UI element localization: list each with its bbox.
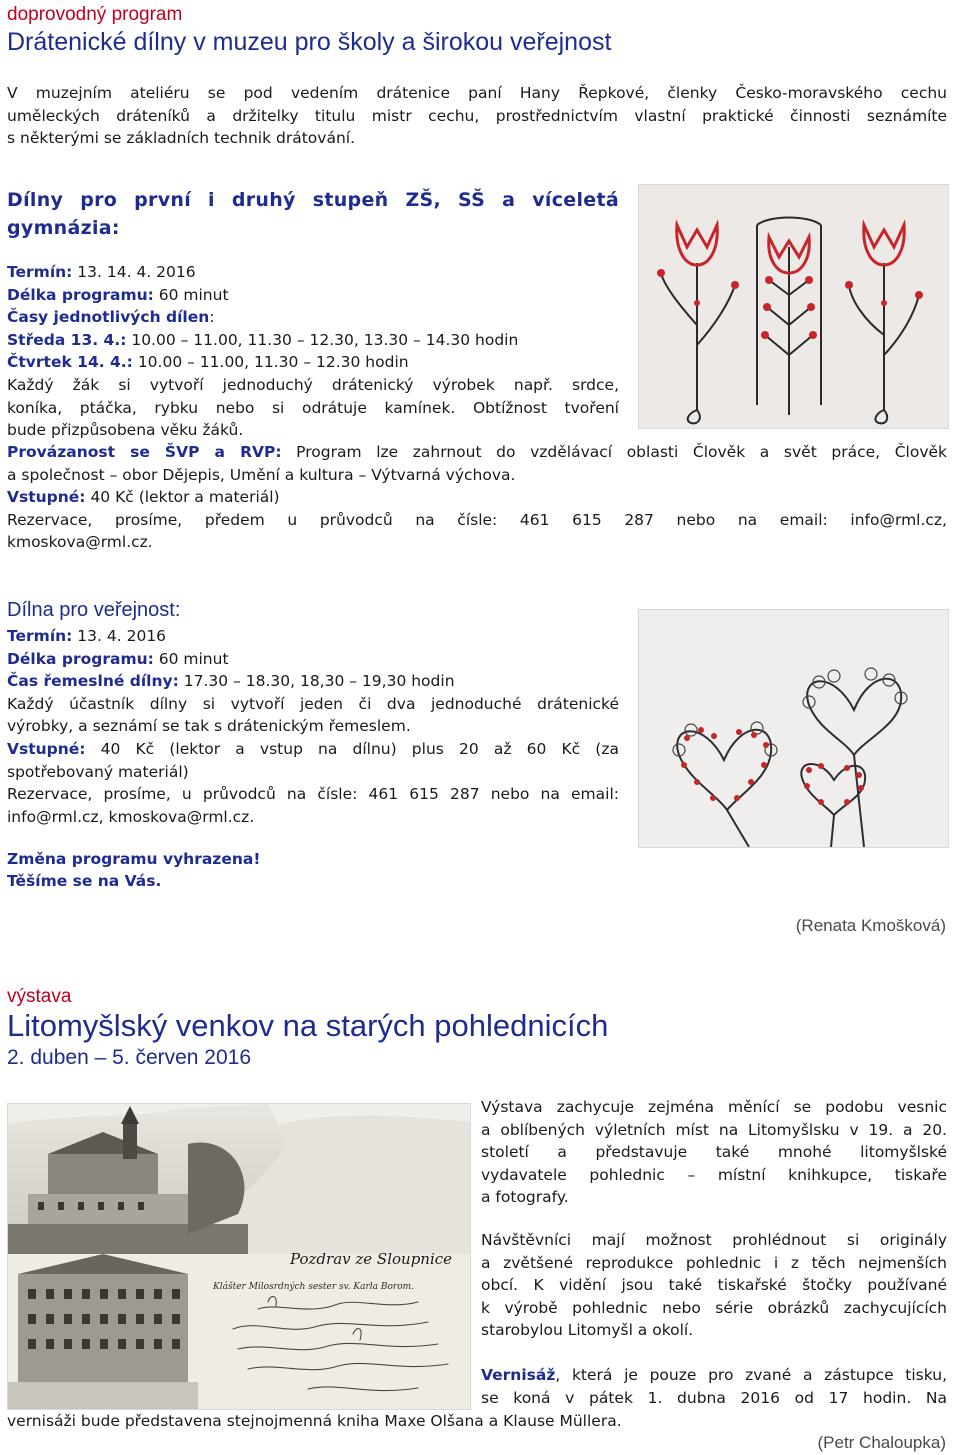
exhibition-visitors-paragraph: Návštěvníci mají možnost prohlédnout si originály a zvětšené reprodukce pohlednic i z těch nejmenších obcí. K vidění jsou také tiskařské štočky používané k výrobě pohlednic nebo série obrázků zachycujících starobylou Litomyšl a okolí. — [481, 1231, 947, 1340]
vintage-postcard-image — [7, 1103, 471, 1410]
closing-notes — [7, 848, 260, 892]
vernissage-book-line: vernisáži bude představena stejnojmenná kniha Maxe Olšana a Klause Müllera. — [7, 1412, 622, 1430]
exhibition-dates: 2. duben – 5. červen 2016 — [7, 1046, 252, 1069]
postcard-caption: Klášter Milosrdných sester sv. Karla Borom. — [213, 1282, 415, 1292]
reservation-text: Rezervace, prosíme, předem u průvodců na čísle: 461 615 287 nebo na email: info@rml.cz, — [7, 510, 947, 529]
program-change-note: Změna programu vyhrazena! — [7, 850, 261, 868]
wire-tulips-photo — [638, 184, 949, 429]
section-label-exhibition: výstava — [7, 986, 72, 1007]
curriculum-paragraph: Provázanost se ŠVP a RVP: Program lze zahrnout do vzdělávací oblasti Člověk a svět práce, Člověk a společnost – obor Dějepis, Umění a kultura – Výtvarná výchova. Vstupné: 40 Kč (lektor a materiál) Rezervace, prosíme, předem u průvodců na čísle: 461 615 287 nebo na email: info@rml.cz, kmoskova@rml.cz. — [7, 443, 947, 552]
exhibition-description: Výstava zachycuje zejména měnící se podobu vesnic a oblíbených výletních míst na Litomyšlsku v 19. a 20. století a představuje také mnohé litomyšlské vydavatele pohlednic – místní knihkupce, tiskaře a fotografy. — [481, 1098, 947, 1207]
author-credit-renata: (Renata Kmošková) — [795, 916, 946, 935]
workshop-title: Drátenické dílny v muzeu pro školy a širokou veřejnost — [7, 28, 612, 56]
intro-paragraph: V muzejním ateliéru se pod vedením drátenice paní Hany Řepkové, členky Česko-moravského cechu uměleckých dráteníků a držitelky titulu mistr cechu, prostřednictvím vlastní praktické činnosti seznámíte s některými se základních technik drátování. — [7, 84, 947, 148]
postcard-greeting: Pozdrav ze Sloupnice — [290, 1250, 453, 1268]
schools-details: Termín: 13. 14. 4. 2016 Délka programu: 60 minut Časy jednotlivých dílen: Středa 13. 4.: 10.00 – 11.00, 11.30 – 12.30, 13.30 – 14.30 hodin Čtvrtek 14. 4.: 10.00 – 11.00, 11.30 – 12.30 hodin Každý žák si vytvoří jednoduchý drátenický výrobek např. srdce, koníka, ptáčka, rybku nebo si odrátuje kamínek. Obtížnost tvoření bude přizpůsobena věku žáků. — [7, 263, 619, 440]
termin-value: 13. 14. 4. 2016 — [72, 263, 196, 281]
schools-heading: Dílny pro první i druhý stupeň ZŠ, SŠ a víceletá gymnázia: — [7, 189, 619, 239]
greeting-note: Těšíme se na Vás. — [7, 872, 162, 890]
section-label-program: doprovodný program — [7, 4, 183, 25]
public-details: Termín: 13. 4. 2016 Délka programu: 60 minut Čas řemeslné dílny: 17.30 – 18.30, 18,30 – 19,30 hodin Každý účastník dílny si vytvoří jeden či dva jednoduché drátenické výrobky, a seznámí se tak s drátenickým řemeslem. Vstupné: 40 Kč (lektor a vstup na dílnu) plus 20 až 60 Kč (za spotřebovaný materiál) Rezervace, prosíme, u průvodců na čísle: 461 615 287 nebo na email: info@rml.cz, kmoskova@rml.cz. — [7, 627, 619, 826]
wire-hearts-photo — [638, 609, 949, 848]
vernissage-paragraph: Vernisáž, která je pouze pro zvané a zástupce tisku, se koná v pátek 1. dubna 2016 od 17 hodin. Na — [481, 1366, 947, 1407]
exhibition-title: Litomyšlský venkov na starých pohlednicích — [7, 1008, 609, 1043]
public-workshop-heading: Dílna pro veřejnost: — [7, 599, 181, 621]
author-credit-petr: (Petr Chaloupka) — [817, 1433, 946, 1452]
